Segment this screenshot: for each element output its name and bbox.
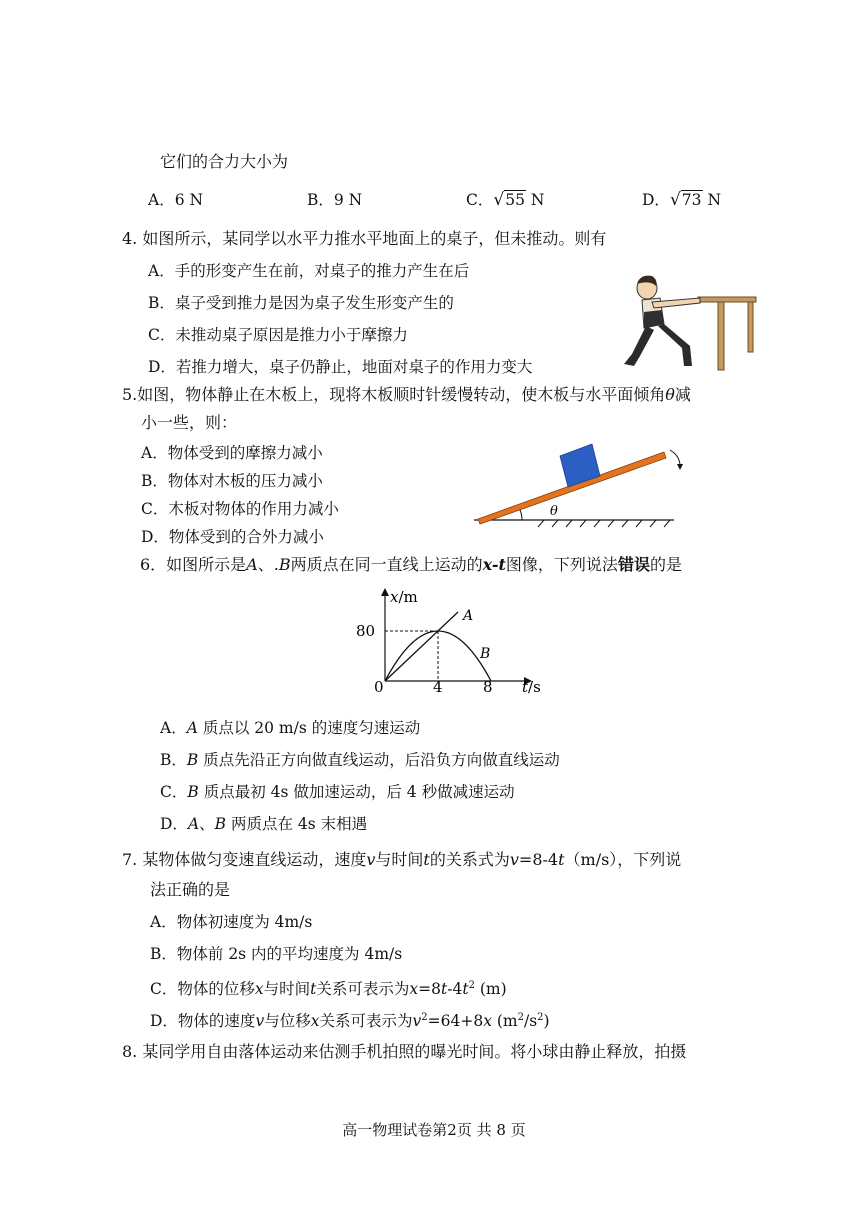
inclined-board-figure [474,440,694,530]
y-tick-80: 80 [356,622,376,640]
q4-option-b: B．桌子受到推力是因为桌子发生形变产生的 [148,294,454,312]
svg-text:x/m [390,588,418,606]
q4-option-c: C．未推动桌子原因是推力小于摩擦力 [148,326,408,344]
x-axis-label-t: t [522,678,529,696]
q3-option-a: A．6 N [148,191,204,209]
x-tick-4: 4 [433,678,443,696]
pushing-table-figure [620,268,760,372]
q5-option-a: A．物体受到的摩擦力减小 [141,444,323,462]
q4-option-d: D．若推力增大，桌子仍静止，地面对桌子的作用力变大 [148,358,533,376]
label-a: A [463,608,474,624]
q3-stem-tail: 它们的合力大小为 [160,152,289,171]
q6-option-b: B．B 质点先沿正方向做直线运动，后沿负方向做直线运动 [160,751,560,769]
q5-stem-line2: 小一些，则： [141,413,238,432]
board-angle-label: θ [550,504,558,519]
q7-stem-line2: 法正确的是 [150,880,231,899]
q3-option-d: D．√73 N [642,190,722,210]
line-a [385,612,458,681]
q7-option-a: A．物体初速度为 4m/s [150,913,313,931]
q4-option-a: A．手的形变产生在前，对桌子的推力产生在后 [148,262,470,280]
x-axis-unit: /s [528,678,541,696]
q6-option-d: D．A、B 两质点在 4s 末相遇 [160,815,368,833]
q6-option-a: A．A 质点以 20 m/s 的速度匀速运动 [160,719,421,737]
q5-option-b: B．物体对木板的压力减小 [141,472,323,490]
q5-option-c: C．木板对物体的作用力减小 [141,500,339,518]
q6-stem: 6．如图所示是A、.B两质点在同一直线上运动的x-t图像，下列说法错误的是 [140,555,682,574]
y-axis-label-x: x [390,588,399,606]
q7-option-d: D．物体的速度v与位移x关系可表示为$v^2=64+8x$ $(m^2/s^2)$ [150,1012,550,1031]
q3-option-c: C．√55 N [466,190,545,210]
q5-option-d: D．物体受到的合外力减小 [141,528,324,546]
q8-stem: 8. 某同学用自由落体运动来估测手机拍照的曝光时间。将小球由静止释放，拍摄 [122,1042,687,1061]
q5-stem-line1: 5.如图，物体静止在木板上，现将木板顺时针缓慢转动，使木板与水平面倾角θ减 [122,385,691,404]
q7-option-c: C．物体的位移x与时间t关系可表示为$x=8t-4t^2$ (m) [150,980,507,999]
y-axis-unit: /m [398,588,418,606]
label-b: B [480,646,491,662]
q7-stem-line1: 7. 某物体做匀变速直线运动，速度v与时间t的关系式为v=8-4t（m/s），下列说 [122,850,682,869]
x-tick-8: 8 [483,678,493,696]
q3-option-b: B．9 N [307,191,363,209]
svg-text:t/s [522,678,541,696]
q7-option-b: B．物体前 2s 内的平均速度为 4m/s [150,945,403,963]
page-footer: 高一物理试卷第2页 共 8 页 [342,1121,526,1139]
q6-option-c: C．B 质点最初 4s 做加速运动，后 4 秒做减速运动 [160,783,515,801]
origin-label: 0 [374,678,384,696]
xt-graph [352,588,552,698]
q4-stem: 4. 如图所示，某同学以水平力推水平地面上的桌子，但未推动。则有 [122,229,607,248]
